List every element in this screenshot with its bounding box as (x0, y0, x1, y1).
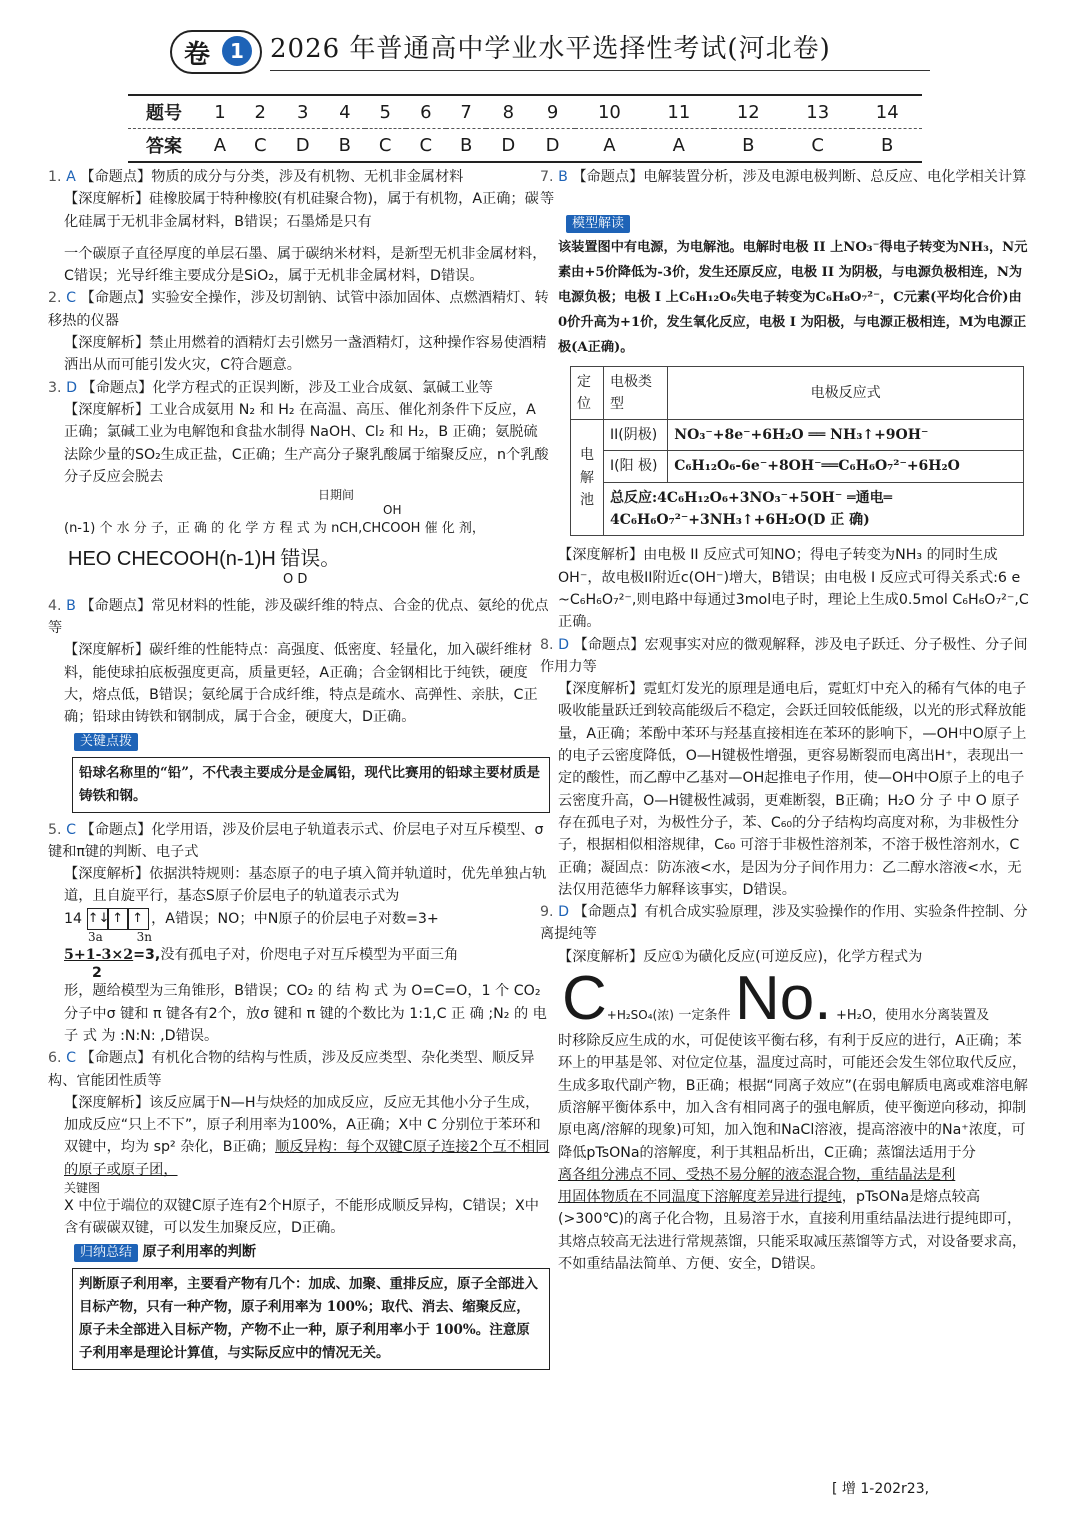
equation-tail: +H₂O，使用水分离装置及 (835, 1008, 990, 1024)
topic-point: 【命题点】电解装置分析，涉及电源电极判断、总反应、电化学相关计算等 (540, 169, 1027, 208)
oh-label: OH (383, 503, 402, 518)
electrode-equation: NO₃⁻+8e⁻+6H₂O ══ NH₃↑+9OH⁻ (668, 420, 1024, 451)
orbital-conclusion: ，A错误；NO；中N原子的价层电子对数=3+ (151, 910, 439, 927)
question-number-text: 7. (540, 169, 554, 185)
question-3-solution (48, 377, 550, 587)
answer-letter: A (66, 169, 76, 185)
answer-cell: D (486, 129, 530, 163)
answer-letter: D (66, 379, 77, 396)
volume-badge-number: 1 (222, 36, 252, 66)
deep-analysis: 【深度解析】禁止用燃着的酒精灯去引燃另一盏酒精灯，这种操作容易使酒精洒出从而可能引发火灾，C符合题意。 (64, 335, 547, 374)
answer-letter: B (66, 597, 76, 614)
table-header: 定位 (571, 366, 604, 420)
answer-cell: D (281, 129, 325, 163)
topic-point: 【命题点】有机化合物的结构与性质，涉及反应类型、杂化类型、顺反异构、官能团性质等 (48, 1050, 535, 1089)
model-interpretation-tag: 模型解读 (566, 215, 630, 233)
volume-badge (170, 30, 262, 74)
page-footer: [ 增 1-202r23, (832, 1481, 930, 1497)
question-number-row (128, 95, 922, 129)
topic-point: 【命题点】宏观事实对应的微观解释，涉及电子跃迁、分子极性、分子间作用力等 (540, 636, 1028, 675)
mark-3n: 3n (136, 930, 152, 945)
question-number: 13 (783, 95, 852, 129)
answer-cell: B (714, 129, 783, 163)
question-6-solution (48, 1047, 550, 1369)
deep-analysis: 【深度解析】硅橡胶属于特种橡胶(有机硅聚合物)，属于有机物，A正确；碳化硅属于无机非金属材料，B错误；石墨烯是只有 (64, 191, 539, 230)
calc-explanation: 没有孤电子对，价咫电子对互斥模型为平面三角 (160, 947, 459, 964)
equation-formula: HEO CHECOOH (68, 548, 220, 571)
page-header (170, 24, 910, 76)
deep-analysis-continued: 形，题给模型为三角锥形，B错误；CO₂ 的 结 构 式 为 O=C=O，1 个 CO₂ 分子中σ 键和 π 键各有2个，放σ 键和 π 键的个数比为 1:1,C 正 确 ;N₂ 的 电 子 式 为 :N:N: ,D错误。 (64, 983, 547, 1044)
question-number-text: 9. (540, 904, 554, 921)
deep-analysis: 【深度解析】霓虹灯发光的原理是通电后，霓虹灯中充入的稀有气体的电子吸收能量跃迁到较高能级后不稳定，会跃迁回较低能级，以光的形式释放能量，A正确；苯酚中苯环与羟基直接相连在苯环的影响下，—OH中O原子上的电子云密度降低，O—H键极性增强，更容易断裂而电离出H⁺，表现出一定的酸性，而乙醇中乙基对—OH起推电子作用，使—OH中O原子上的电子云密度升高，O—H键极性减弱，更难断裂，B正确；H₂O 分 子 中 O 原子存在孤电子对，为极性分子，苯、C₆₀的分子结构均高度对称，为非极性分子，根据相似相溶规律，C₆₀ 可溶于非极性溶剂苯，不溶于极性溶剂水，C正确；凝固点：防冻液<水，是因为分子间作用力：乙二醇水溶液<水，无法仅用范德华力解释该事实，D错误。 (558, 681, 1027, 898)
key-tip-tag: 关键点拨 (74, 733, 138, 751)
answer-cell: C (783, 129, 852, 163)
answer-row (128, 129, 922, 163)
orbital-box: ↑ (127, 908, 149, 930)
answer-cell: B (446, 129, 486, 163)
question-number-text: 4. (48, 597, 62, 614)
equation-verdict: 错误。 (280, 548, 341, 571)
mark-3a: 3a (88, 930, 103, 945)
question-number-text: 5. (48, 821, 62, 838)
electrode-equation: C₆H₁₂O₆-6e⁻+8OH⁻══C₆H₆O₇²⁻+6H₂O (668, 451, 1024, 482)
question-number: 5 (365, 95, 406, 129)
answer-letter: C (66, 290, 76, 307)
answer-cell: A (575, 129, 644, 163)
question-number-text: 1. (48, 169, 62, 185)
question-number-text: 8. (540, 636, 554, 653)
answer-cell: A (200, 129, 240, 163)
table-header: 电极反应式 (668, 366, 1024, 420)
topic-point: 【命题点】有机合成实验原理，涉及实验操作的作用、实验条件控制、分离提纯等 (540, 904, 1028, 943)
deep-analysis: 【深度解析】依据洪特规则：基态原子的电子填入简并轨道时，优先单独占轨道，且自旋平行，基态S原子价层电子的轨道表示式为 (64, 866, 547, 905)
question-number: 12 (714, 95, 783, 129)
question-number: 6 (406, 95, 447, 129)
question-number: 8 (486, 95, 530, 129)
answer-key-table (128, 94, 922, 163)
answer-label: 答案 (128, 129, 200, 163)
question-number: 10 (575, 95, 644, 129)
isomerism-note: 顺反异构：每个双键C原子连接2个互不相同的原子或原子团， (64, 1139, 550, 1178)
calc-denominator: 2 (92, 965, 102, 982)
deep-analysis-continued: 一个碳原子直径厚度的单层石墨、属于碳纳米材料，是新型无机非金属材料，C错误；光导纤维主要成分是SiO₂，属于无机非金属材料，D错误。 (64, 245, 547, 285)
reaction-condition: 一定条件 (678, 1008, 731, 1024)
answer-cell: A (644, 129, 713, 163)
question-number-text: 6. (48, 1050, 62, 1067)
question-4-solution (48, 595, 550, 813)
date-mark: 日期间 (318, 488, 355, 503)
deep-analysis: 【深度解析】由电极 II 反应式可知NO；得电子转变为NH₃ 的同时生成OH⁻，故电极II附近c(OH⁻)增大，B错误；由电极 I 反应式可得关系式:6 e ~C₆H₆O₇²⁻,则电路中每通过3mol电子时，理论上生成0.5mol C₆H₆O₇²⁻,C正确。 (558, 547, 1029, 631)
question-number: 4 (325, 95, 365, 129)
topic-point: 【命题点】化学方程式的正误判断，涉及工业合成氨、氯碱工业等 (81, 379, 493, 396)
electrode-reaction-table (570, 366, 1024, 537)
deep-analysis: 【深度解析】反应①为磺化反应(可逆反应)，化学方程式为 (558, 948, 923, 965)
recrystallization-note: 用固体物质在不同温度下溶解度差异进行提纯 (558, 1189, 842, 1206)
answer-cell: C (365, 129, 406, 163)
question-2-solution (48, 287, 550, 376)
question-number: 11 (644, 95, 713, 129)
electrode-type: I(阳 极) (604, 451, 668, 482)
question-number: 3 (281, 95, 325, 129)
orbital-box: ↑↓ (87, 908, 109, 930)
deep-analysis: 【深度解析】工业合成氨用 N₂ 和 H₂ 在高温、高压、催化剂条件下反应，A正确；氯碱工业为电解饱和食盐水制得 NaOH、Cl₂ 和 H₂，B 正确；氨脱硫法除少量的SO₂生成正盐，C正确；生产高分子聚乳酸属于缩聚反应，n个乳酸分子反应会脱去 (64, 401, 549, 485)
left-column (48, 166, 550, 1376)
answer-cell: B (325, 129, 365, 163)
answer-letter: D (558, 904, 569, 921)
title-underline (270, 70, 930, 71)
deep-analysis-continued: 时移除反应生成的水，可促使该平衡右移，有利于反应的进行，A正确；苯环上的甲基是邻、对位定位基，温度过高时，可能还会发生邻位取代反应，生成多取代副产物，B正确；根据“同离子效应”(在弱电解质电离或难溶电解质溶解平衡体系中，加入含有相同离子的强电解质，使平衡逆向移动，抑制原电离/溶解的现象)可知，加入饱和NaCl溶液，提高溶液中的Na⁺浓度，可降低pTsONa的溶解度，利于其粗品析出，C正确；蒸馏法适用于分 (558, 1033, 1028, 1161)
model-interpretation-text: 该装置图中有电源，为电解池。电解时电极 II 上NO₃⁻得电子转变为NH₃，N元素由+5价降低为-3价，发生还原反应，电极 II 为阴极，与电源负极相连，N为电源负极；电极 I 上C₆H₁₂O₆失电子转变为C₆H₈O₇²⁻，C元素(平均化合价)由0价升高为+1价，发生氧化反应，电极 I 为阳极，与电源正极相连，M为电源正极(A正确)。 (558, 239, 1028, 355)
answer-letter: B (558, 169, 568, 185)
question-number: 14 (852, 95, 922, 129)
question-5-solution (48, 819, 550, 1048)
summary-tag: 归纳总结 (74, 1244, 138, 1262)
answer-letter: D (558, 636, 569, 653)
page-title: 2026 年普通高中学业水平选择性考试(河北卷) (270, 34, 831, 64)
question-number-label: 题号 (128, 95, 200, 129)
question-number: 9 (530, 95, 574, 129)
deep-analysis-conclusion: ，pTsONa是熔点较高(>300℃)的离子化合物，且易溶于水，直接利用重结晶法进行提纯即可，其熔点较高无法进行常规蒸馏，只能采取减压蒸馏等方式，对设备要求高，不如重结晶法简单、方便、安全，D错误。 (558, 1189, 1027, 1272)
summary-title: 原子利用率的判断 (142, 1243, 257, 1260)
answer-cell: C (240, 129, 281, 163)
deep-analysis: 【深度解析】碳纤维的性能特点：高强度、低密度、轻量化，加入碳纤维材料，能使球拍底板强度更高，质量更轻，A正确；合金钢相比于纯铁，硬度大，熔点低，B错误；氨纶属于合成纤维，特点是疏水、高弹性、亲肤，C正确；铅球由铸铁和钢制成，属于合金，硬度大，D正确。 (64, 642, 538, 726)
cell-type-label: 电解池 (571, 420, 604, 536)
summary-box: 判断原子利用率，主要看产物有几个：加成、加聚、重排反应，原子全部进入目标产物，只有一种产物，原子利用率为 100%；取代、消去、缩聚反应，原子未全部进入目标产物，产物不止一种，原子利用率小于 100%。注意原子利用率是理论计算值，与实际反应中的情况无关。 (72, 1268, 550, 1370)
volume-badge-char: 卷 (184, 40, 211, 70)
topic-point: 【命题点】化学用语，涉及价层电子轨道表示式、价层电子对互斥模型、σ键和π键的判断、电子式 (48, 821, 544, 860)
topic-point: 【命题点】物质的成分与分类，涉及有机物、无机非金属材料 (80, 169, 464, 185)
table-header: 电极类型 (604, 366, 668, 420)
equation-c: C (562, 964, 607, 1034)
question-9-solution (540, 901, 1030, 1275)
calc-result: =3, (133, 947, 161, 964)
key-mark: 关键图 (64, 1180, 101, 1195)
question-8-solution (540, 634, 1030, 902)
answer-cell: C (406, 129, 447, 163)
equation-line: (n-1) 个 水 分 子，正 确 的 化 学 方 程 式 为 nCH,CHCOOH 催 化 剂， (64, 521, 485, 537)
answer-letter: C (66, 1050, 76, 1067)
answer-cell: B (852, 129, 922, 163)
topic-point: 【命题点】实验安全操作，涉及切割钠、试管中添加固体、点燃酒精灯、转移热的仪器 (48, 290, 549, 329)
equation-product: No. (734, 964, 832, 1034)
answer-letter: C (66, 821, 76, 838)
answer-cell: D (530, 129, 574, 163)
question-number-text: 3. (48, 379, 62, 396)
total-reaction: 总反应:4C₆H₁₂O₆+3NO₃⁻+5OH⁻ ═通电═ 4C₆H₆O₇²⁻+3NH₃↑+6H₂O(D 正 确) (604, 482, 1024, 536)
deep-analysis: 【深度解析】该反应属于N—H与炔烃的加成反应，反应无其他小分子生成，加成反应“只上不下”，原子利用率为100%，A正确；X中 C 分别位于苯环和双键中，均为 sp² 杂化，B正确； (64, 1094, 541, 1156)
deep-analysis-continued: X 中位于端位的双键C原子连有2个H原子，不能形成顺反异构，C错误；X中含有碳碳双键，可以发生加聚反应，D正确。 (64, 1197, 539, 1237)
question-1-solution (48, 166, 550, 287)
orbital-box: ↑ (107, 908, 129, 930)
right-column (540, 166, 1030, 1275)
question-7-solution (540, 166, 1030, 634)
question-number: 7 (446, 95, 486, 129)
question-number: 2 (240, 95, 281, 129)
electron-pair-calc: 5+1-3×2 (64, 947, 134, 964)
distillation-note: 离各组分沸点不同、受热不易分解的液态混合物，重结晶法是利 (558, 1166, 956, 1183)
topic-point: 【命题点】常见材料的性能，涉及碳纤维的特点、合金的优点、氨纶的优点等 (48, 597, 549, 637)
equation-formula-water: (n-1)H (219, 548, 276, 571)
question-number-text: 2. (48, 290, 62, 307)
key-tip-box: 铅球名称里的“铅”，不代表主要成分是金属铅，现代比赛用的铅球主要材质是铸铁和钢。 (72, 757, 550, 813)
equation-subscript: O D (283, 571, 308, 587)
question-number: 1 (200, 95, 240, 129)
equation-reactant: +H₂SO₄(浓) (606, 1008, 674, 1023)
sulfur-label: 14 (64, 910, 83, 927)
electrode-type: II(阴极) (604, 420, 668, 451)
